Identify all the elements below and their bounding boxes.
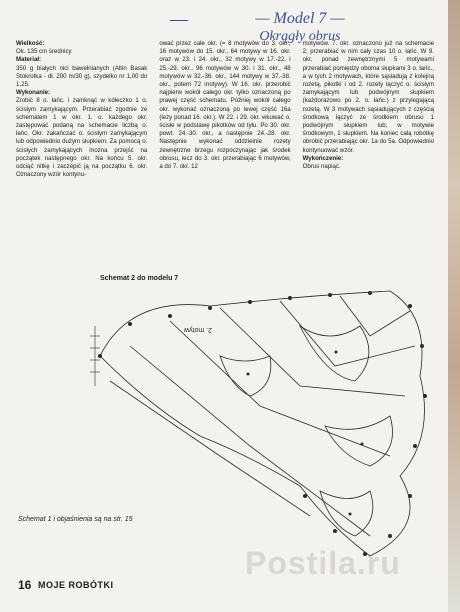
column-3 (303, 40, 434, 255)
method-label: Wykonanie: (16, 89, 51, 97)
material-text: 350 g białych nici bawełnianych (Altin Basak Stokrotka - dł. 200 m/30 g), szydełko nr 1,00 do 1,25. (16, 64, 148, 89)
model-title: — Model 7 — (255, 10, 345, 27)
material-label: Materiał: (16, 56, 42, 64)
finishing-text: Obrus napiąć. (302, 163, 341, 171)
column-2-text: ować przez całe okr. (= 8 motywów do 3. okr., 16 motywów do 15. okr., 64 motywy w 16. okr. oraz w 23. i 24. okr., 32 motywy w 17.-22. i 25.-29. okr., 96 motywów w 30. i 31. okr., 48 motywów w 32.-36. okr., 144 motywy w 37.-38. okr., potem 72 motywy). W 16. okr. przerobić najpierw wokół całego okr. tylko oznaczoną po prawej część schematu. Później wokół całego okr. wykonać oznaczoną po lewej część 16a (leży ponad 16. okr.). W 22. i 29. okr. wkuwać o. ścisłe w podstawę pikotków od tyłu. Po 30. okr. powt. 24.-30. okr., a następnie 24.-28. okr. Następnie wykonać oddzielnie rozety zewnętrzne brzegu rozpoczynając jak środek obrusu, lecz do 3. okr. przerabiając 6 motywów, a do 7. okr. 12 (159, 40, 291, 171)
method-text: Zrobić 8 o. łańc. i zamknąć w kółeczko 1 o. ścisłym zamykającym. Przerabiać zgodnie ze schematem 1 w okr. 1. o. każdego okr. zastępować podaną na schemacie liczbą o. łańc. Okr. zakańczać o. ścisłym zamykającym lub odpowiednio dużym słupkiem. Za pomocą o. ścisłych zamykających można przejść na początek następnego okr. Na końcu 5. okr. odciąć nitkę i zaczepić ją na początku 6. okr. Oznaczony wzór kontynu- (16, 97, 148, 179)
column-3-text: motywów. 7. okr. oznaczono już na schemacie 2, przerabiać w nim cały czas 10 o. łańc. W 9. okr. ponad zewnętrznymi 5 motywami przerabiać pomiędzy oboma słupkami 3 o. łańc., a w tych 2 motywach, które sąsiadują z kolejną rozetą, pikotki i od 2. rozety łączyć o. ścisłym zamykającym lub podwójnym słupkiem (każdorazowo po 2. o. łańc.) z przylegającą rozetą. W 3 motywach sąsiadujących z częścią środkową łączyć ze środkiem obrusu 1 podwójnym słupkiem lub, w motywie środkowym, 1 słupkiem. Na koniec całą robótkę obrobić przerabiając okr. 1a do 5a. Odpowiednio kontynuować wzór. (302, 40, 434, 154)
size-label: Wielkość: (16, 40, 45, 47)
size-text: Ok. 135 cm średnicy (16, 48, 72, 56)
model-subtitle: Okrągły obrus (259, 29, 341, 44)
size-section (16, 40, 147, 56)
column-1 (16, 40, 147, 255)
scheme-label: Schemat 2 do modelu 7 (100, 275, 179, 282)
magazine-name: MOJE ROBÓTKI (38, 580, 114, 590)
finishing-label: Wykończenie: (302, 154, 344, 162)
method-section (16, 89, 147, 179)
watermark-logo: Postila.ru (245, 545, 401, 581)
diagram-caption: 2. motyw (183, 326, 212, 333)
instructions (16, 40, 434, 255)
adjacent-page-edge (448, 0, 460, 612)
material-section (16, 56, 147, 89)
crochet-diagram (70, 286, 448, 568)
column-2 (159, 40, 290, 255)
scheme-note: Schemat 1 i objaśnienia są na str. 15 (18, 516, 133, 523)
page-number: 16 (18, 578, 32, 592)
